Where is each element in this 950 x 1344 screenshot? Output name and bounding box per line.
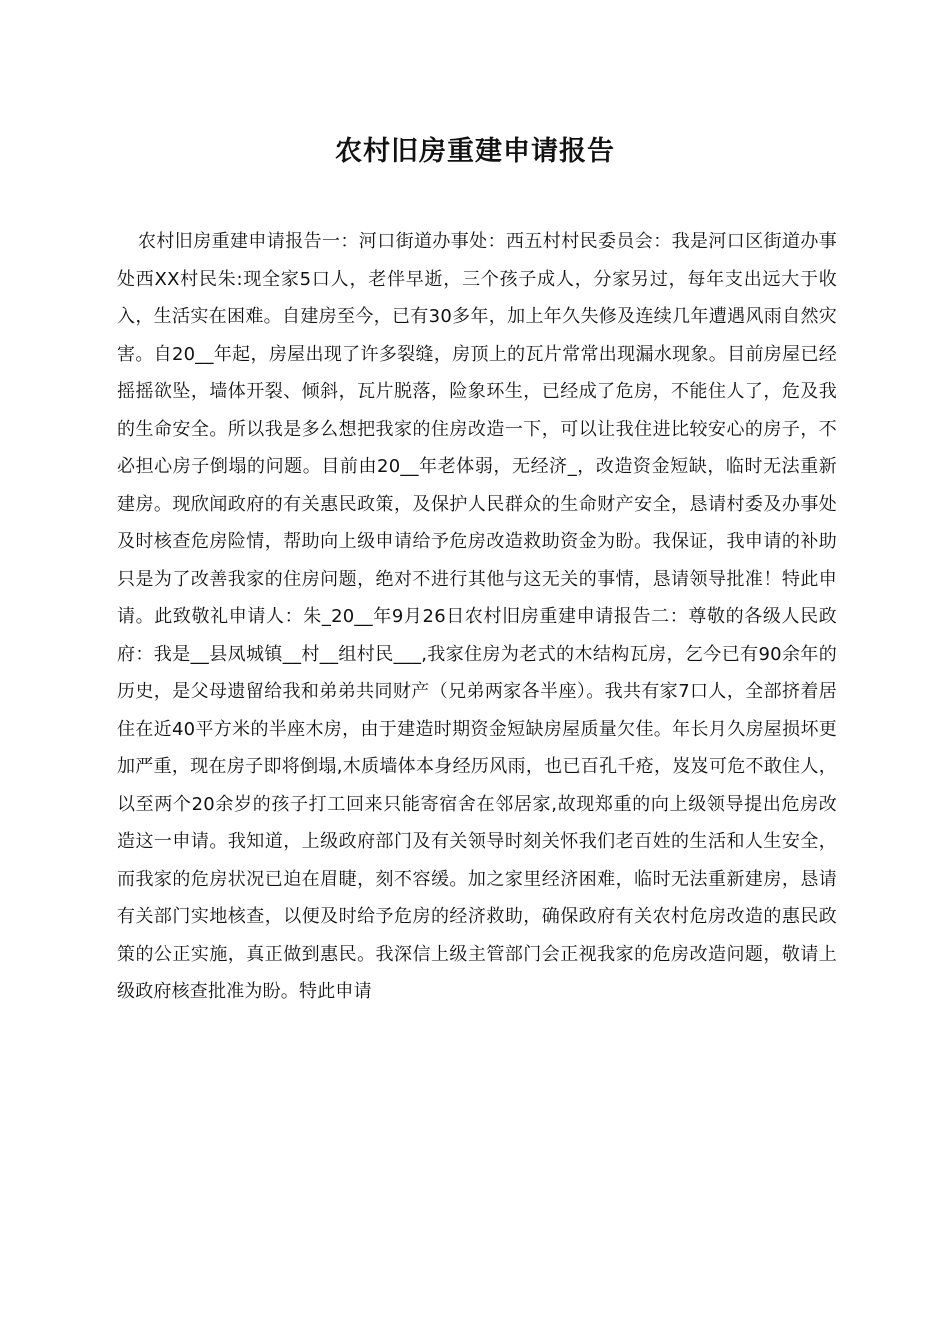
document-body-paragraph: 农村旧房重建申请报告一：河口街道办事处：西五村村民委员会：我是河口区街道办事处西XX村民朱:现全家5口人，老伴早逝，三个孩子成人，分家另过，每年支出远大于收入，生活实在困难。自建房至今，已有30多年，加上年久失修及连续几年遭遇风雨自然灾害。自20__年起，房屋出现了许多裂缝，房顶上的瓦片常常出现漏水现象。目前房屋已经摇摇欲坠，墙体开裂、倾斜，瓦片脱落，险象环生，已经成了危房，不能住人了，危及我的生命安全。所以我是多么想把我家的住房改造一下，可以让我住进比较安心的房子，不必担心房子倒塌的问题。目前由20__年老体弱，无经济_，改造资金短缺，临时无法重新建房。现欣闻政府的有关惠民政策，及保护人民群众的生命财产安全，恳请村委及办事处及时核查危房险情，帮助向上级申请给予危房改造救助资金为盼。我保证，我申请的补助只是为了改善我家的住房问题，绝对不进行其他与这无关的事情，恳请领导批准！特此申请。此致敬礼申请人：朱_20__年9月26日农村旧房重建申请报告二：尊敬的各级人民政府：我是__县凤城镇__村__组村民___,我家住房为老式的木结构瓦房，乞今已有90余年的历史，是父母遗留给我和弟弟共同财产（兄弟两家各半座）。我共有家7口人，全部挤着居住在近40平方米的半座木房，由于建造时期资金短缺房屋质量欠佳。年长月久房屋损坏更加严重，现在房子即将倒塌,木质墙体本身经历风雨，也已百孔千疮，岌岌可危不敢住人，以至两个20余岁的孩子打工回来只能寄宿舍在邻居家,故现郑重的向上级领导提出危房改造这一申请。我知道，上级政府部门及有关领导时刻关怀我们老百姓的生活和人生安全，而我家的危房状况已迫在眉睫，刻不容缓。加之家里经济困难，临时无法重新建房，恳请有关部门实地核查，以便及时给予危房的经济救助，确保政府有关农村危房改造的惠民政策的公正实施，真正做到惠民。我深信上级主管部门会正视我家的危房改造问题，敬请上级政府核查批准为盼。特此申请 (117, 231, 837, 1002)
document-title: 农村旧房重建申请报告 (335, 136, 615, 167)
